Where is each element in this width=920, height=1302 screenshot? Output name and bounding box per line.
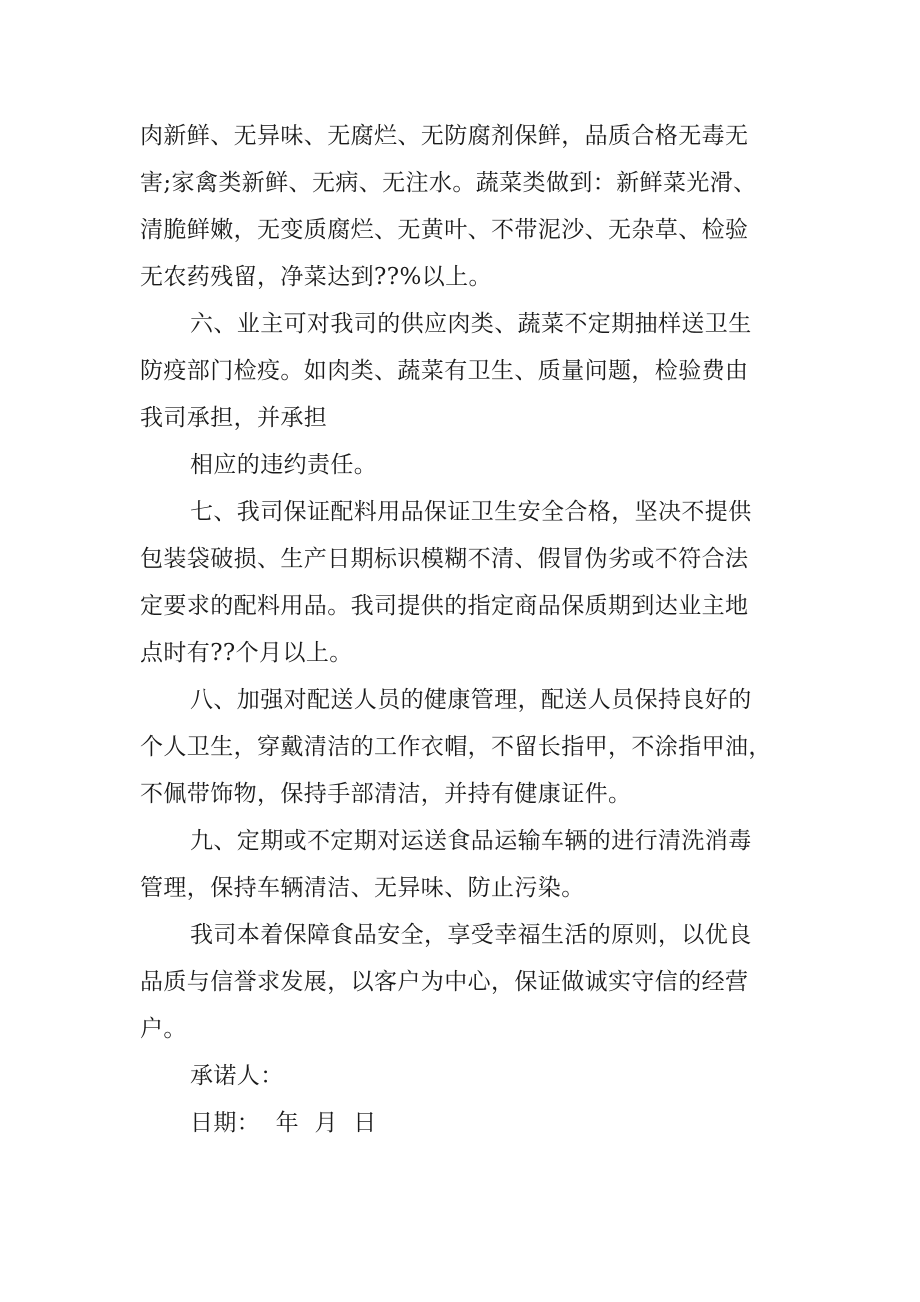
text-line: 我司承担，并承担 xyxy=(140,405,328,431)
text-line: 定要求的配料用品。我司提供的指定商品保质期到达业主地 xyxy=(140,593,749,619)
clause-nine-heading-line: 九、定期或不定期对运送食品运输车辆的进行清洗消毒 xyxy=(190,828,752,854)
text-line: 相应的违约责任。 xyxy=(190,452,378,478)
text-line: 不佩带饰物，保持手部清洁，并持有健康证件。 xyxy=(140,781,632,807)
text-line: 包装袋破损、生产日期标识模糊不清、假冒伪劣或不符合法 xyxy=(140,546,749,572)
text-line: 肉新鲜、无异味、无腐烂、无防腐剂保鲜，品质合格无毒无 xyxy=(140,123,749,149)
text-line: 管理，保持车辆清洁、无异味、防止污染。 xyxy=(140,875,585,901)
clause-eight-heading-line: 八、加强对配送人员的健康管理，配送人员保持良好的 xyxy=(190,687,752,713)
text-line: 清脆鲜嫩，无变质腐烂、无黄叶、不带泥沙、无杂草、检验 xyxy=(140,217,749,243)
text-line: 害;家禽类新鲜、无病、无注水。蔬菜类做到：新鲜菜光滑、 xyxy=(140,170,757,196)
closing-statement-line: 我司本着保障食品安全，享受幸福生活的原则，以优良 xyxy=(190,922,752,948)
clause-six-heading-line: 六、业主可对我司的供应肉类、蔬菜不定期抽样送卫生 xyxy=(190,311,752,337)
clause-seven-heading-line: 七、我司保证配料用品保证卫生安全合格，坚决不提供 xyxy=(190,499,752,525)
text-line: 无农药残留，净菜达到??%以上。 xyxy=(140,264,492,290)
date-label: 日期： 年 月 日 xyxy=(190,1110,377,1136)
text-line: 防疫部门检疫。如肉类、蔬菜有卫生、质量问题，检验费由 xyxy=(140,358,749,384)
signatory-label: 承诺人： xyxy=(190,1063,284,1089)
text-line: 个人卫生，穿戴清洁的工作衣帽，不留长指甲，不涂指甲油， xyxy=(140,734,772,760)
text-line: 户。 xyxy=(140,1016,187,1042)
text-line: 点时有??个月以上。 xyxy=(140,640,353,666)
document-page xyxy=(140,113,800,1147)
text-line: 品质与信誉求发展，以客户为中心，保证做诚实守信的经营 xyxy=(140,969,749,995)
